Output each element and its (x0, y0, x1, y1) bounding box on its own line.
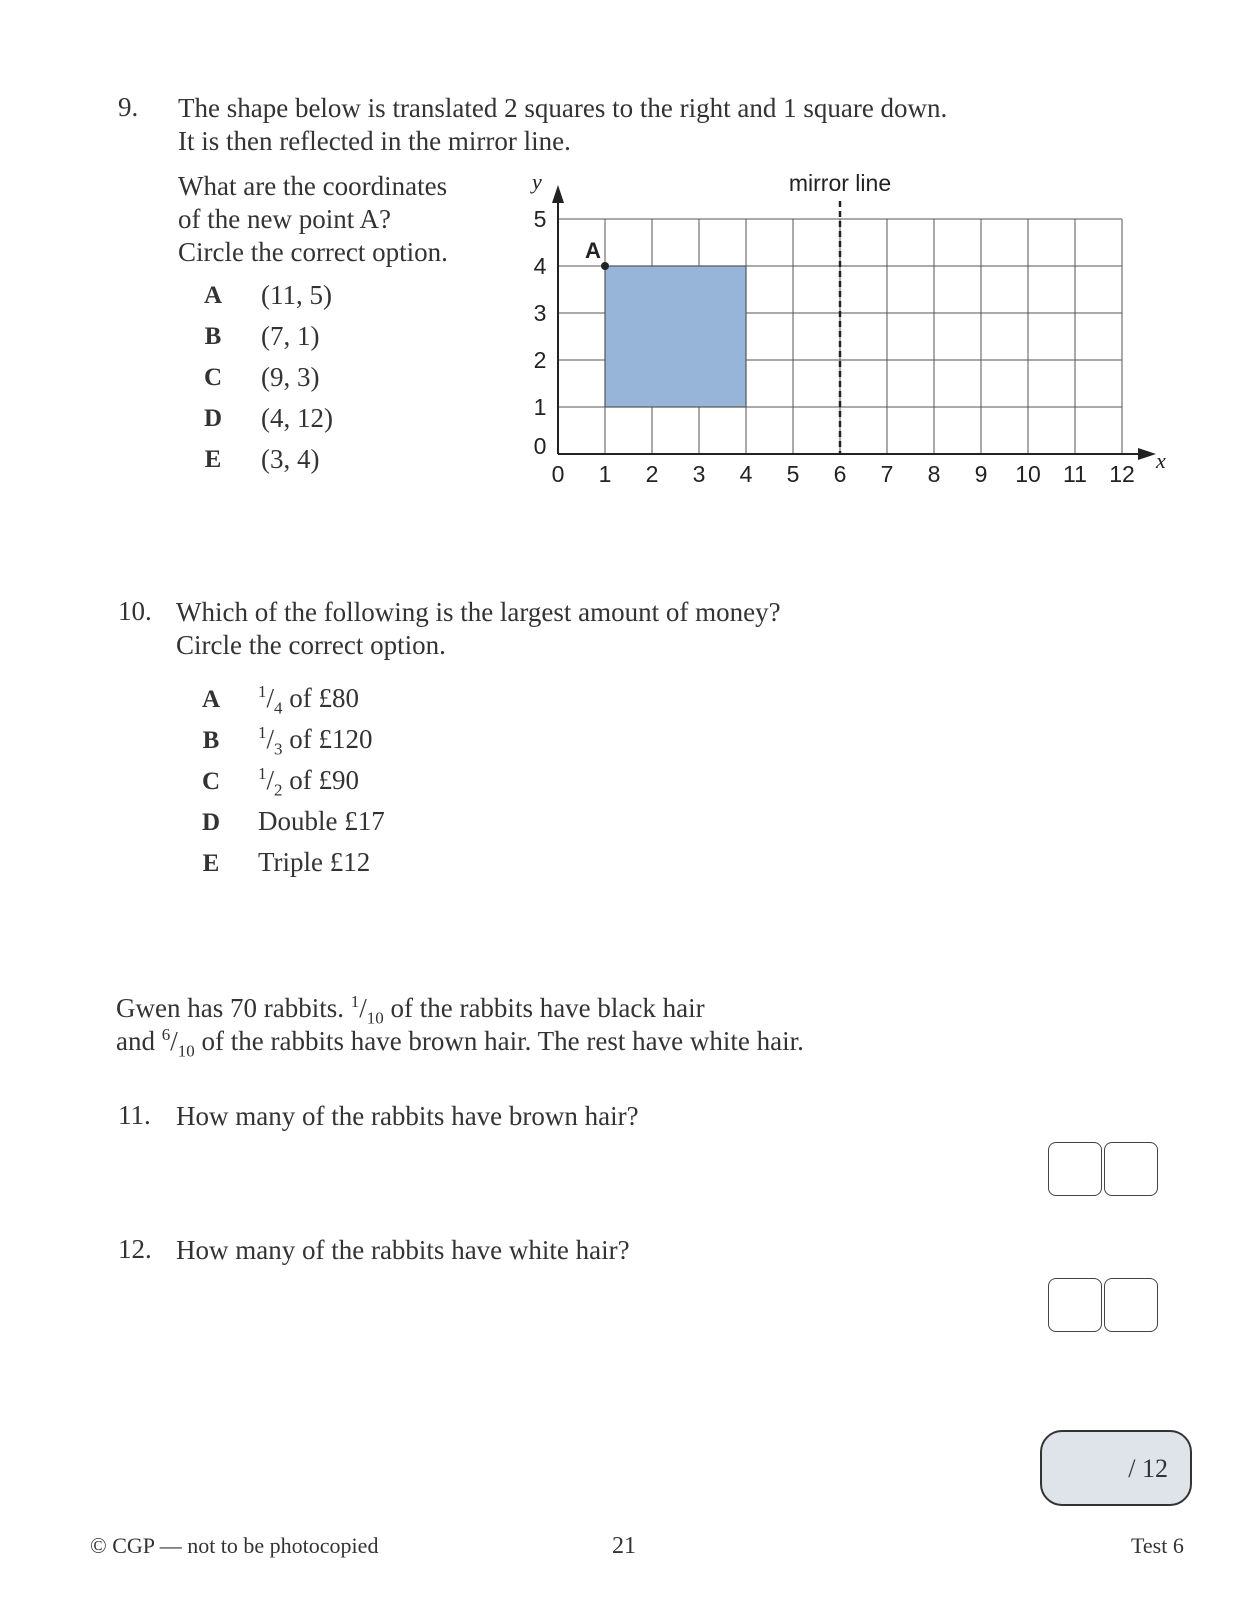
fraction-numerator: 6 (161, 1025, 171, 1044)
option-letter: D (203, 405, 223, 432)
fraction-denominator: 2 (274, 780, 283, 800)
q12-answer-box-tens[interactable] (1048, 1278, 1102, 1332)
intro-text: of the rabbits have black hair (383, 993, 705, 1023)
option-letter: B (202, 727, 220, 754)
x-tick-label: 7 (880, 461, 894, 487)
score-box (1040, 1430, 1192, 1506)
coordinate-grid (0, 0, 1253, 520)
option-text: of £80 (282, 683, 360, 713)
question-9-prompt-1: What are the coordinates (178, 171, 448, 201)
x-tick-label: 12 (1109, 461, 1135, 487)
fraction-denominator: 10 (177, 1041, 195, 1061)
question-9-number: 9. (118, 92, 139, 122)
option-letter: C (201, 768, 221, 795)
y-tick-label: 0 (533, 433, 547, 459)
option-text: of £120 (282, 724, 373, 754)
y-tick-labels (534, 206, 547, 459)
q12-answer-box-units[interactable] (1104, 1278, 1158, 1332)
option-letter: C (203, 364, 223, 391)
y-tick-label: 4 (533, 253, 547, 279)
option-letter: E (202, 850, 220, 877)
question-11-text: How many of the rabbits have brown hair? (176, 1101, 639, 1131)
intro-text: Gwen has 70 rabbits. (116, 993, 351, 1023)
x-tick-label: 2 (645, 461, 659, 487)
question-9-line-2: It is then reflected in the mirror line. (178, 126, 571, 156)
fraction-denominator: 10 (366, 1008, 384, 1028)
question-12-text: How many of the rabbits have white hair? (176, 1235, 630, 1265)
option-letter: A (203, 282, 223, 309)
y-tick-label: 2 (533, 347, 547, 373)
option-value[interactable]: Double £17 (258, 806, 385, 836)
q11-answer-box-tens[interactable] (1048, 1142, 1102, 1196)
intro-text: and (116, 1026, 162, 1056)
y-tick-label: 1 (533, 394, 547, 420)
option-letter: E (204, 446, 222, 473)
x-tick-label: 10 (1015, 461, 1041, 487)
x-tick-label: 0 (551, 461, 565, 487)
question-9-line-1: The shape below is translated 2 squares to the right and 1 square down. (178, 93, 948, 123)
fraction-numerator: 1 (258, 764, 267, 783)
footer-test-label: Test 6 (1131, 1533, 1184, 1558)
question-11-number: 11. (118, 1100, 151, 1130)
intro-text: of the rabbits have brown hair. The rest have white hair. (194, 1026, 804, 1056)
x-axis-label: x (1156, 448, 1166, 473)
x-tick-label: 3 (692, 461, 706, 487)
x-tick-label: 8 (927, 461, 941, 487)
question-10-line-2: Circle the correct option. (176, 630, 446, 660)
mirror-line-label: mirror line (788, 170, 892, 196)
rabbits-intro-line-1: Gwen has 70 rabbits. $^1/_{10}$ of the rabbits have black hair (116, 992, 705, 1028)
score-total: / 12 (1128, 1454, 1168, 1483)
x-axis-arrow (1138, 448, 1156, 460)
option-value[interactable]: (11, 5) (261, 280, 332, 310)
x-tick-label: 9 (974, 461, 988, 487)
fraction-numerator: 1 (258, 682, 267, 701)
x-tick-label: 5 (786, 461, 800, 487)
y-tick-label: 3 (533, 300, 547, 326)
option-text: of £90 (282, 765, 360, 795)
y-tick-label: 5 (533, 206, 547, 232)
option-letter: A (201, 686, 221, 713)
rabbits-intro-line-2: and $^6/_{10}$ of the rabbits have brown hair. The rest have white hair. (116, 1025, 804, 1061)
option-letter: D (201, 809, 221, 836)
point-a-dot (601, 262, 609, 270)
fraction-denominator: 3 (274, 739, 283, 759)
fraction-numerator: 1 (258, 723, 267, 742)
option-letter: B (204, 323, 222, 350)
x-tick-labels (552, 461, 1135, 487)
option-value[interactable]: $^1/_3$ of £120 (258, 723, 373, 759)
fraction-numerator: 1 (350, 992, 360, 1011)
x-tick-label: 11 (1063, 461, 1087, 487)
option-value[interactable]: $^1/_2$ of £90 (258, 764, 360, 800)
x-tick-label: 1 (598, 461, 612, 487)
fraction-denominator: 4 (274, 698, 283, 718)
question-9-prompt-2: of the new point A? (178, 204, 391, 234)
y-axis-label: y (532, 169, 542, 194)
x-tick-label: 4 (739, 461, 753, 487)
footer-copyright: © CGP — not to be photocopied (90, 1533, 379, 1558)
question-10-line-1: Which of the following is the largest amount of money? (176, 597, 781, 627)
question-12-number: 12. (118, 1234, 152, 1264)
option-value[interactable]: $^1/_4$ of £80 (258, 682, 360, 718)
option-value[interactable]: (3, 4) (261, 444, 320, 474)
question-9-prompt-3: Circle the correct option. (178, 237, 448, 267)
y-axis-arrow (552, 185, 564, 203)
footer-page-number: 21 (612, 1533, 636, 1559)
q11-answer-box-units[interactable] (1104, 1142, 1158, 1196)
x-tick-label: 6 (833, 461, 847, 487)
blue-square-shape (605, 266, 746, 407)
option-value[interactable]: (7, 1) (261, 321, 320, 351)
question-10-number: 10. (118, 596, 152, 626)
option-value[interactable]: (9, 3) (261, 362, 320, 392)
option-value[interactable]: Triple £12 (258, 847, 371, 877)
point-a-label: A (585, 238, 601, 263)
option-value[interactable]: (4, 12) (261, 403, 333, 433)
